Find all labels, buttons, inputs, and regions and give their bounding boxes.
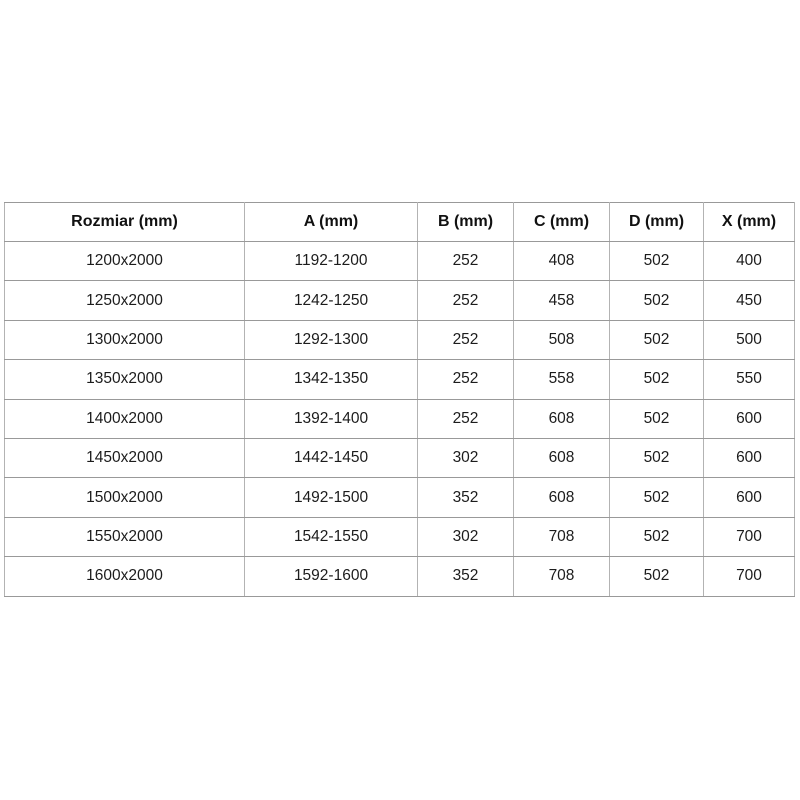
cell-b: 352 xyxy=(418,557,514,596)
cell-b: 252 xyxy=(418,360,514,399)
cell-b: 302 xyxy=(418,438,514,477)
cell-b: 252 xyxy=(418,320,514,359)
cell-rozmiar: 1450x2000 xyxy=(5,438,245,477)
cell-d: 502 xyxy=(610,557,704,596)
cell-rozmiar: 1400x2000 xyxy=(5,399,245,438)
table-row xyxy=(5,360,795,399)
table-row xyxy=(5,478,795,517)
cell-d: 502 xyxy=(610,517,704,556)
cell-d: 502 xyxy=(610,399,704,438)
cell-d: 502 xyxy=(610,242,704,281)
cell-a: 1442-1450 xyxy=(245,438,418,477)
header-cell-b: B (mm) xyxy=(418,203,514,242)
cell-b: 252 xyxy=(418,399,514,438)
cell-c: 608 xyxy=(514,399,610,438)
header-row xyxy=(5,203,795,242)
cell-a: 1392-1400 xyxy=(245,399,418,438)
cell-a: 1192-1200 xyxy=(245,242,418,281)
cell-rozmiar: 1350x2000 xyxy=(5,360,245,399)
cell-x: 550 xyxy=(704,360,795,399)
cell-d: 502 xyxy=(610,320,704,359)
cell-a: 1592-1600 xyxy=(245,557,418,596)
cell-b: 252 xyxy=(418,242,514,281)
table-row xyxy=(5,320,795,359)
cell-d: 502 xyxy=(610,281,704,320)
cell-a: 1242-1250 xyxy=(245,281,418,320)
cell-d: 502 xyxy=(610,478,704,517)
dimension-spec-table-wrap xyxy=(4,202,794,597)
table-row xyxy=(5,242,795,281)
cell-x: 600 xyxy=(704,399,795,438)
cell-d: 502 xyxy=(610,360,704,399)
cell-b: 252 xyxy=(418,281,514,320)
cell-a: 1342-1350 xyxy=(245,360,418,399)
cell-d: 502 xyxy=(610,438,704,477)
cell-x: 700 xyxy=(704,557,795,596)
table-row xyxy=(5,557,795,596)
table-row xyxy=(5,517,795,556)
cell-c: 608 xyxy=(514,438,610,477)
cell-rozmiar: 1600x2000 xyxy=(5,557,245,596)
cell-b: 352 xyxy=(418,478,514,517)
cell-c: 508 xyxy=(514,320,610,359)
table-row xyxy=(5,281,795,320)
cell-b: 302 xyxy=(418,517,514,556)
header-cell-a: A (mm) xyxy=(245,203,418,242)
cell-a: 1492-1500 xyxy=(245,478,418,517)
header-cell-d: D (mm) xyxy=(610,203,704,242)
header-cell-x: X (mm) xyxy=(704,203,795,242)
table-row xyxy=(5,399,795,438)
cell-c: 608 xyxy=(514,478,610,517)
cell-x: 600 xyxy=(704,478,795,517)
dimension-spec-table xyxy=(4,202,795,597)
cell-c: 458 xyxy=(514,281,610,320)
cell-c: 408 xyxy=(514,242,610,281)
cell-c: 708 xyxy=(514,517,610,556)
cell-c: 708 xyxy=(514,557,610,596)
cell-a: 1292-1300 xyxy=(245,320,418,359)
cell-x: 700 xyxy=(704,517,795,556)
cell-rozmiar: 1250x2000 xyxy=(5,281,245,320)
header-cell-rozmiar: Rozmiar (mm) xyxy=(5,203,245,242)
cell-rozmiar: 1550x2000 xyxy=(5,517,245,556)
cell-x: 600 xyxy=(704,438,795,477)
cell-a: 1542-1550 xyxy=(245,517,418,556)
cell-rozmiar: 1300x2000 xyxy=(5,320,245,359)
cell-x: 450 xyxy=(704,281,795,320)
cell-x: 500 xyxy=(704,320,795,359)
cell-x: 400 xyxy=(704,242,795,281)
header-cell-c: C (mm) xyxy=(514,203,610,242)
cell-rozmiar: 1500x2000 xyxy=(5,478,245,517)
table-row xyxy=(5,438,795,477)
cell-c: 558 xyxy=(514,360,610,399)
cell-rozmiar: 1200x2000 xyxy=(5,242,245,281)
